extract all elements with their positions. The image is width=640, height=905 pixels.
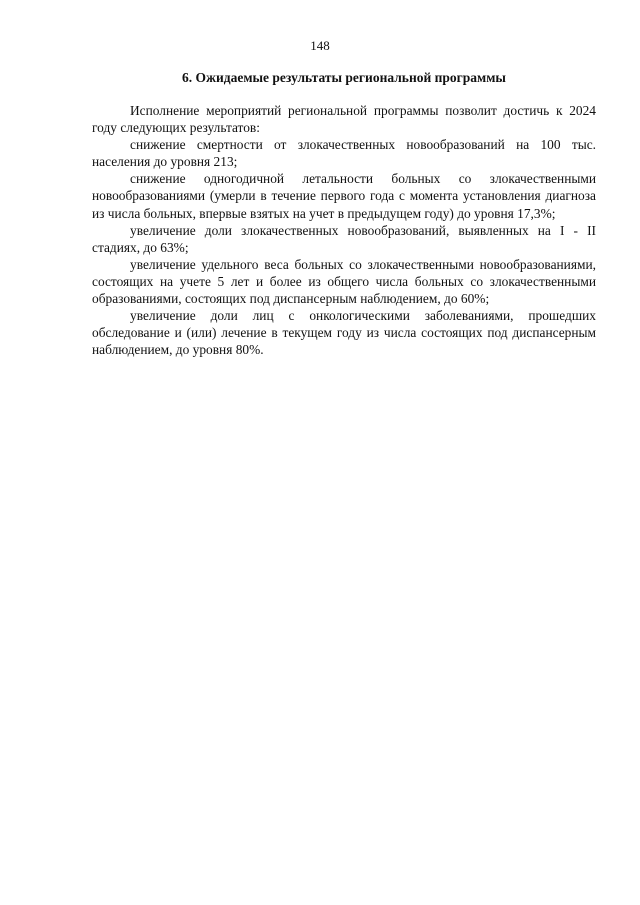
page-number: 148 bbox=[310, 38, 330, 53]
paragraph-early-detection: увеличение доли злокачественных новообразований, выявленных на I - II стадиях, до 63%; bbox=[92, 222, 596, 255]
paragraph-five-year-registry: увеличение удельного веса больных со злокачественными новообразованиями, состоящих на учете 5 лет и более из общего числа больных со злокачественными образованиями, состоящих под диспансерным наблюдением, до 60%; bbox=[92, 256, 596, 307]
body-text bbox=[92, 102, 596, 358]
paragraph-examination-share: увеличение доли лиц с онкологическими заболеваниями, прошедших обследование и (или) лечение в текущем году из числа состоящих под диспансерным наблюдением, до уровня 80%. bbox=[92, 308, 596, 358]
paragraph-one-year-lethality: снижение одногодичной летальности больных со злокачественными новообразованиями (умерли в течение первого года с момента установления диагноза из числа больных, впервые взятых на учет в предыдущем году) до уровня 17,3%; bbox=[92, 171, 596, 221]
section-title: 6. Ожидаемые результаты региональной программы bbox=[182, 70, 506, 85]
paragraph-mortality: снижение смертности от злокачественных новообразований на 100 тыс. населения до уровня 213; bbox=[92, 137, 596, 170]
paragraph-intro: Исполнение мероприятий региональной программы позволит достичь к 2024 году следующих результатов: bbox=[92, 103, 596, 136]
